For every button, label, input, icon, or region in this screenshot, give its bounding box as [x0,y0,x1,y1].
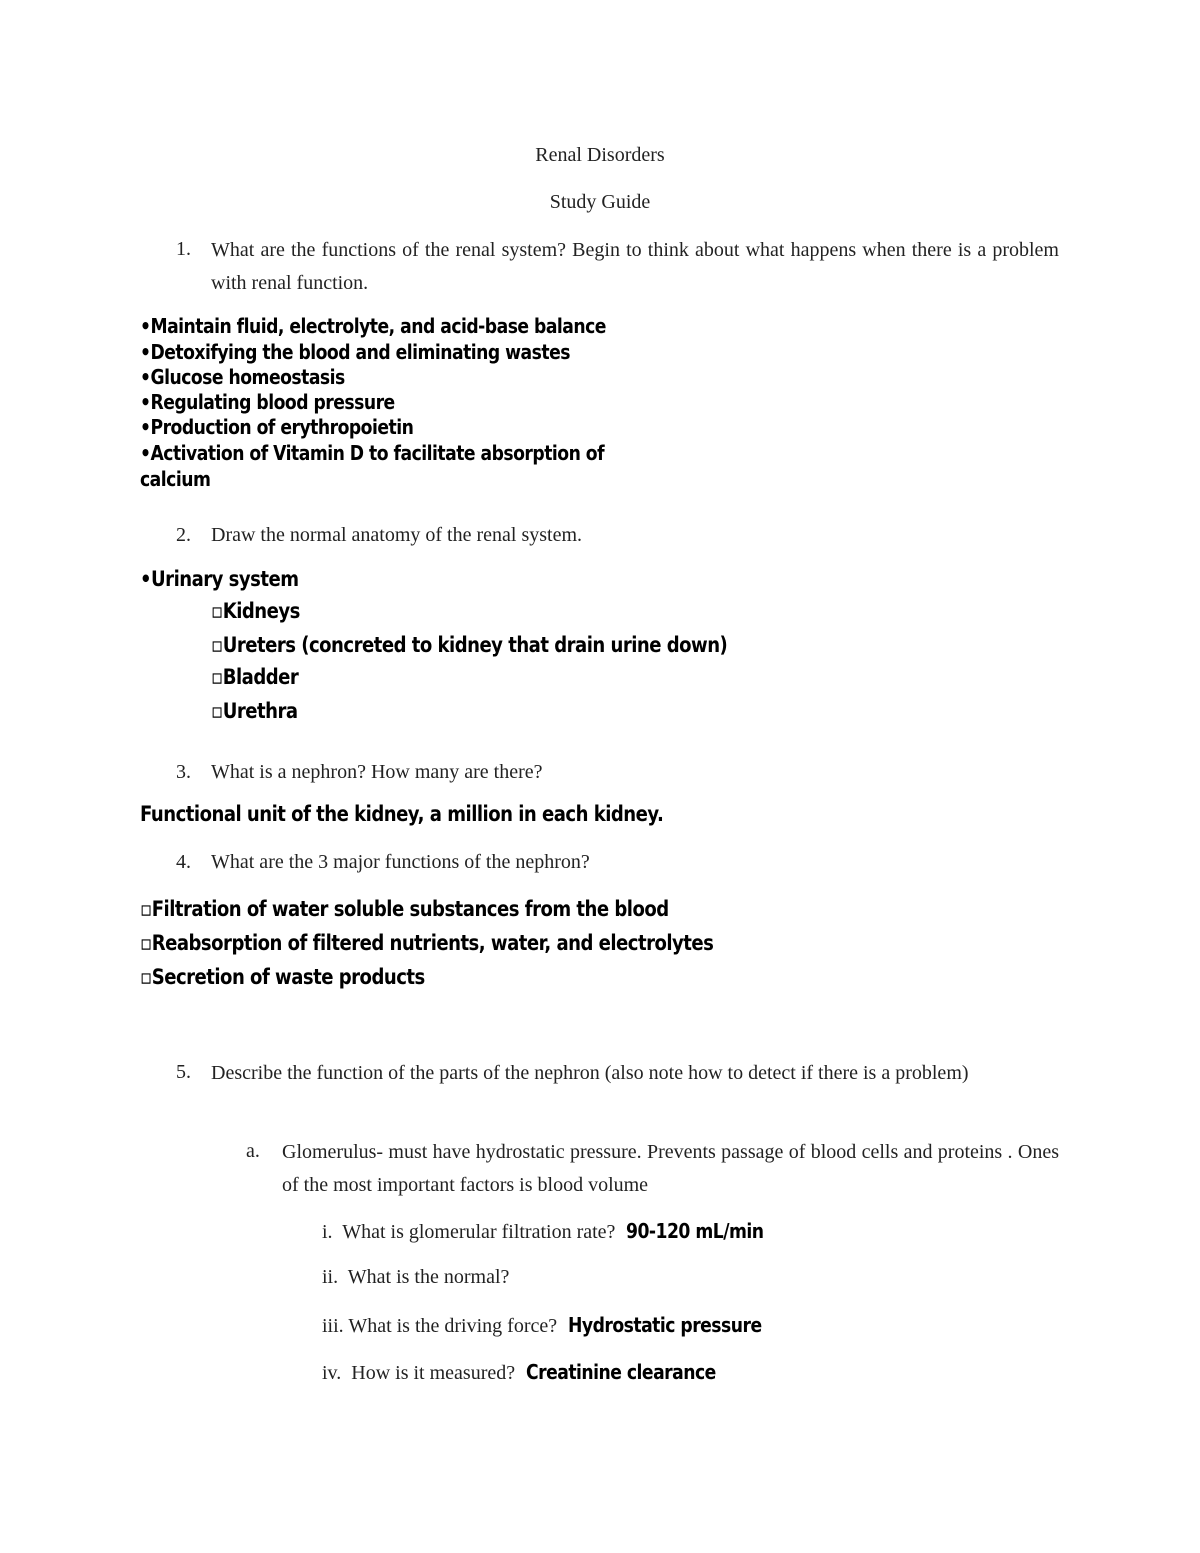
answer-1-line-5: •Production of erythropoietin [140,415,414,439]
sub-answer: Creatinine clearance [526,1360,716,1384]
document-subtitle: Study Guide [549,191,651,213]
answer-2-item-2: ▫Ureters (concreted to kidney that drain urine down) [211,633,728,657]
sub-answer: 90-120 mL/min [626,1219,764,1243]
answer-2-item-3: ▫Bladder [211,665,299,689]
question-5a-text: Glomerulus- must have hydrostatic pressure. Prevents passage of blood cells and proteins . Ones of the most important factors is blood volume [282,1141,1059,1196]
question-2-number: 2. [176,524,191,546]
question-5a-label: a. [246,1140,260,1162]
answer-1-line-1: •Maintain fluid, electrolyte, and acid-base balance [140,314,606,338]
question-2-text: Draw the normal anatomy of the renal system. [211,524,582,546]
sub-label: ii. [322,1266,339,1288]
answer-2-head: •Urinary system [140,567,299,591]
document-title: Renal Disorders [535,144,665,166]
answer-1-line-7: calcium [140,467,211,491]
question-5a-iv [322,1360,747,1385]
question-3-number: 3. [176,761,191,783]
question-5-text: Describe the function of the parts of the nephron (also note how to detect if there is a problem) [211,1062,969,1084]
answer-2-item-4: ▫Urethra [211,699,298,723]
question-4-text: What are the 3 major functions of the nephron? [211,851,590,873]
question-5-number: 5. [176,1061,191,1083]
sub-question: What is the normal? [347,1266,510,1288]
sub-label: iii. [322,1315,344,1337]
question-3-text: What is a nephron? How many are there? [211,761,543,783]
answer-1-line-2: •Detoxifying the blood and eliminating wastes [140,340,570,364]
sub-question: How is it measured? [351,1362,516,1384]
question-5a-ii [322,1266,520,1289]
answer-1-line-3: •Glucose homeostasis [140,365,345,389]
sub-question: What is the driving force? [348,1315,558,1337]
answer-1-line-4: •Regulating blood pressure [140,390,395,414]
question-1-text: What are the functions of the renal system? Begin to think about what happens when there is a problem with renal function. [211,239,1059,294]
question-5a-iii [322,1313,793,1338]
answer-2-item-1: ▫Kidneys [211,599,300,623]
sub-answer: Hydrostatic pressure [568,1313,762,1337]
sub-question: What is glomerular filtration rate? [342,1221,616,1243]
sub-label: i. [322,1221,333,1243]
question-4-number: 4. [176,851,191,873]
answer-1-line-6: •Activation of Vitamin D to facilitate absorption of [140,441,605,465]
answer-3: Functional unit of the kidney, a million in each kidney. [140,802,664,826]
question-1-number: 1. [176,238,191,260]
answer-4-line-3: ▫Secretion of waste products [140,965,425,989]
answer-4-line-1: ▫Filtration of water soluble substances from the blood [140,897,669,921]
answer-4-line-2: ▫Reabsorption of filtered nutrients, water, and electrolytes [140,931,714,955]
sub-label: iv. [322,1362,342,1384]
question-5a-i [322,1219,786,1244]
